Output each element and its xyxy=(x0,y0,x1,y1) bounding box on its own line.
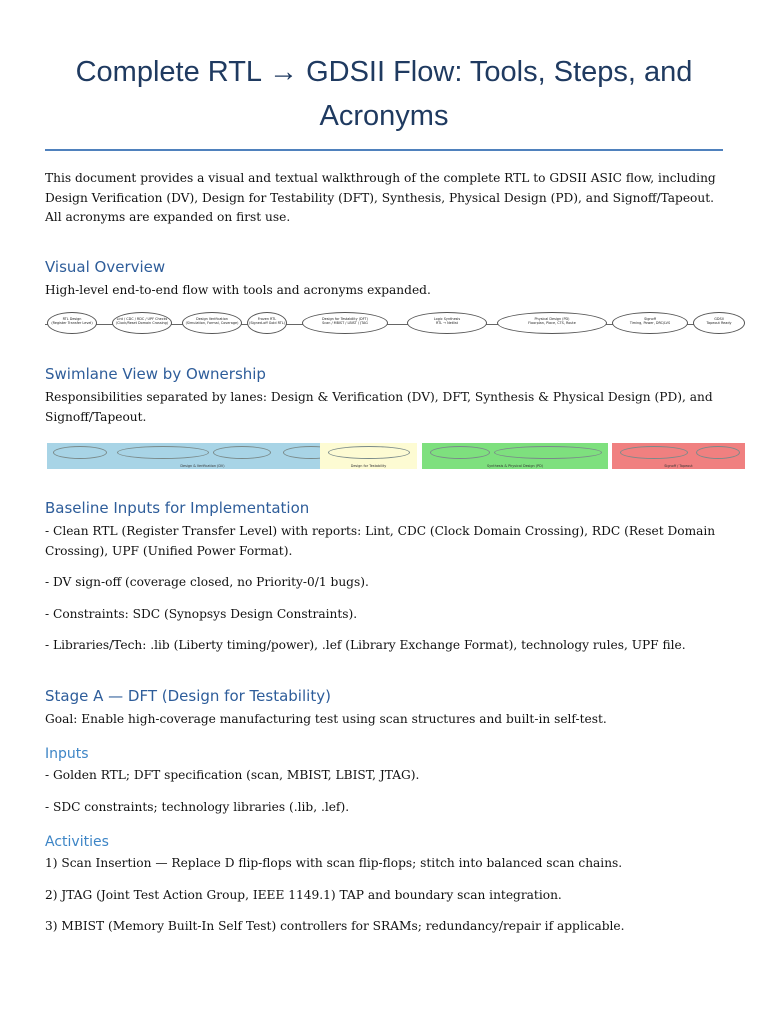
flow-node-signoff: Signoff Timing, Power, DRC/LVS xyxy=(612,312,688,334)
page-title: Complete RTL → GDSII Flow: Tools, Steps, and Acronyms xyxy=(75,56,693,132)
lane-label: Signoff / Tapeout xyxy=(664,464,693,468)
document-page xyxy=(45,0,732,937)
stage-a-goal: Goal: Enable high-coverage manufacturing test using scan structures and built-in self-test. xyxy=(45,711,607,726)
lane-signoff xyxy=(612,443,745,469)
activities-heading: Activities xyxy=(45,834,109,850)
flow-diagram xyxy=(45,312,732,338)
intro-paragraph: This document provides a visual and textual walkthrough of the complete RTL to GDSII ASIC flow, including Design Verification (DV), Design for Testability (DFT), Synthesis, Physical Design (PD), and Signoff/Tapeout. All acronyms are expanded on first use. xyxy=(45,171,716,224)
flow-node-rtl: RTL Design (Register Transfer Level) xyxy=(47,312,97,334)
lane-label: Design for Testability xyxy=(350,464,387,468)
lane-dv xyxy=(47,443,358,469)
lane-pd xyxy=(422,443,608,469)
input-item: - SDC constraints; technology libraries (.lib, .lef). xyxy=(45,799,350,814)
activity-item: 2) JTAG (Joint Test Action Group, IEEE 1149.1) TAP and boundary scan integration. xyxy=(45,887,562,902)
lane-node xyxy=(328,446,410,459)
flow-node-frozen-rtl: Frozen RTL (Signed-off Gold RTL) xyxy=(247,312,287,334)
title-divider xyxy=(45,149,723,151)
lane-label: Synthesis & Physical Design (PD) xyxy=(486,464,544,468)
lane-label: Design & Verification (DV) xyxy=(180,464,225,468)
swimlane-heading: Swimlane View by Ownership xyxy=(45,365,266,383)
lane-node xyxy=(213,446,271,459)
lane-node xyxy=(620,446,688,459)
flow-node-lint: Lint / CDC / RDC / UPF Checks (Clock/Reset Domain Crossing) xyxy=(112,312,172,334)
flow-node-gdsii: GDSII Tapeout Ready xyxy=(693,312,745,334)
baseline-heading: Baseline Inputs for Implementation xyxy=(45,499,310,517)
baseline-item: - DV sign-off (coverage closed, no Priority-0/1 bugs). xyxy=(45,575,369,589)
baseline-item: - Libraries/Tech: .lib (Liberty timing/power), .lef (Library Exchange Format), technology rules, UPF file. xyxy=(45,638,686,652)
input-item: - Golden RTL; DFT specification (scan, MBIST, LBIST, JTAG). xyxy=(45,768,420,782)
visual-overview-heading: Visual Overview xyxy=(45,257,166,276)
flow-node-dv: Design Verification (Simulation, Formal, Coverage) xyxy=(182,312,242,334)
flow-node-dft: Design for Testability (DFT) Scan / MBIST / LBIST / JTAG xyxy=(302,312,388,334)
lane-node xyxy=(430,446,490,459)
activity-item: 3) MBIST (Memory Built-In Self Test) controllers for SRAMs; redundancy/repair if applicable. xyxy=(45,919,625,933)
activity-item: 1) Scan Insertion — Replace D flip-flops with scan flip-flops; stitch into balanced scan chains. xyxy=(45,856,623,870)
stage-a-heading: Stage A — DFT (Design for Testability) xyxy=(45,686,331,705)
lane-node xyxy=(696,446,740,459)
swimlane-diagram xyxy=(45,443,723,469)
inputs-heading: Inputs xyxy=(45,746,89,762)
swimlane-text: Responsibilities separated by lanes: Design & Verification (DV), DFT, Synthesis & Physical Design (PD), and Signoff/Tapeout. xyxy=(45,390,713,424)
flow-node-pd: Physical Design (PD) Floorplan, Place, CTS, Route xyxy=(497,312,607,334)
baseline-item: - Clean RTL (Register Transfer Level) with reports: Lint, CDC (Clock Domain Crossing), RDC (Reset Domain Crossing), UPF (Unified Power Format). xyxy=(45,524,716,558)
flow-node-synthesis: Logic Synthesis RTL → Netlist xyxy=(407,312,487,334)
lane-node xyxy=(117,446,209,459)
lane-node xyxy=(494,446,602,459)
baseline-item: - Constraints: SDC (Synopsys Design Constraints). xyxy=(45,606,358,621)
visual-overview-text: High-level end-to-end flow with tools and acronyms expanded. xyxy=(45,282,431,297)
lane-dft xyxy=(320,443,417,469)
lane-node xyxy=(53,446,107,459)
